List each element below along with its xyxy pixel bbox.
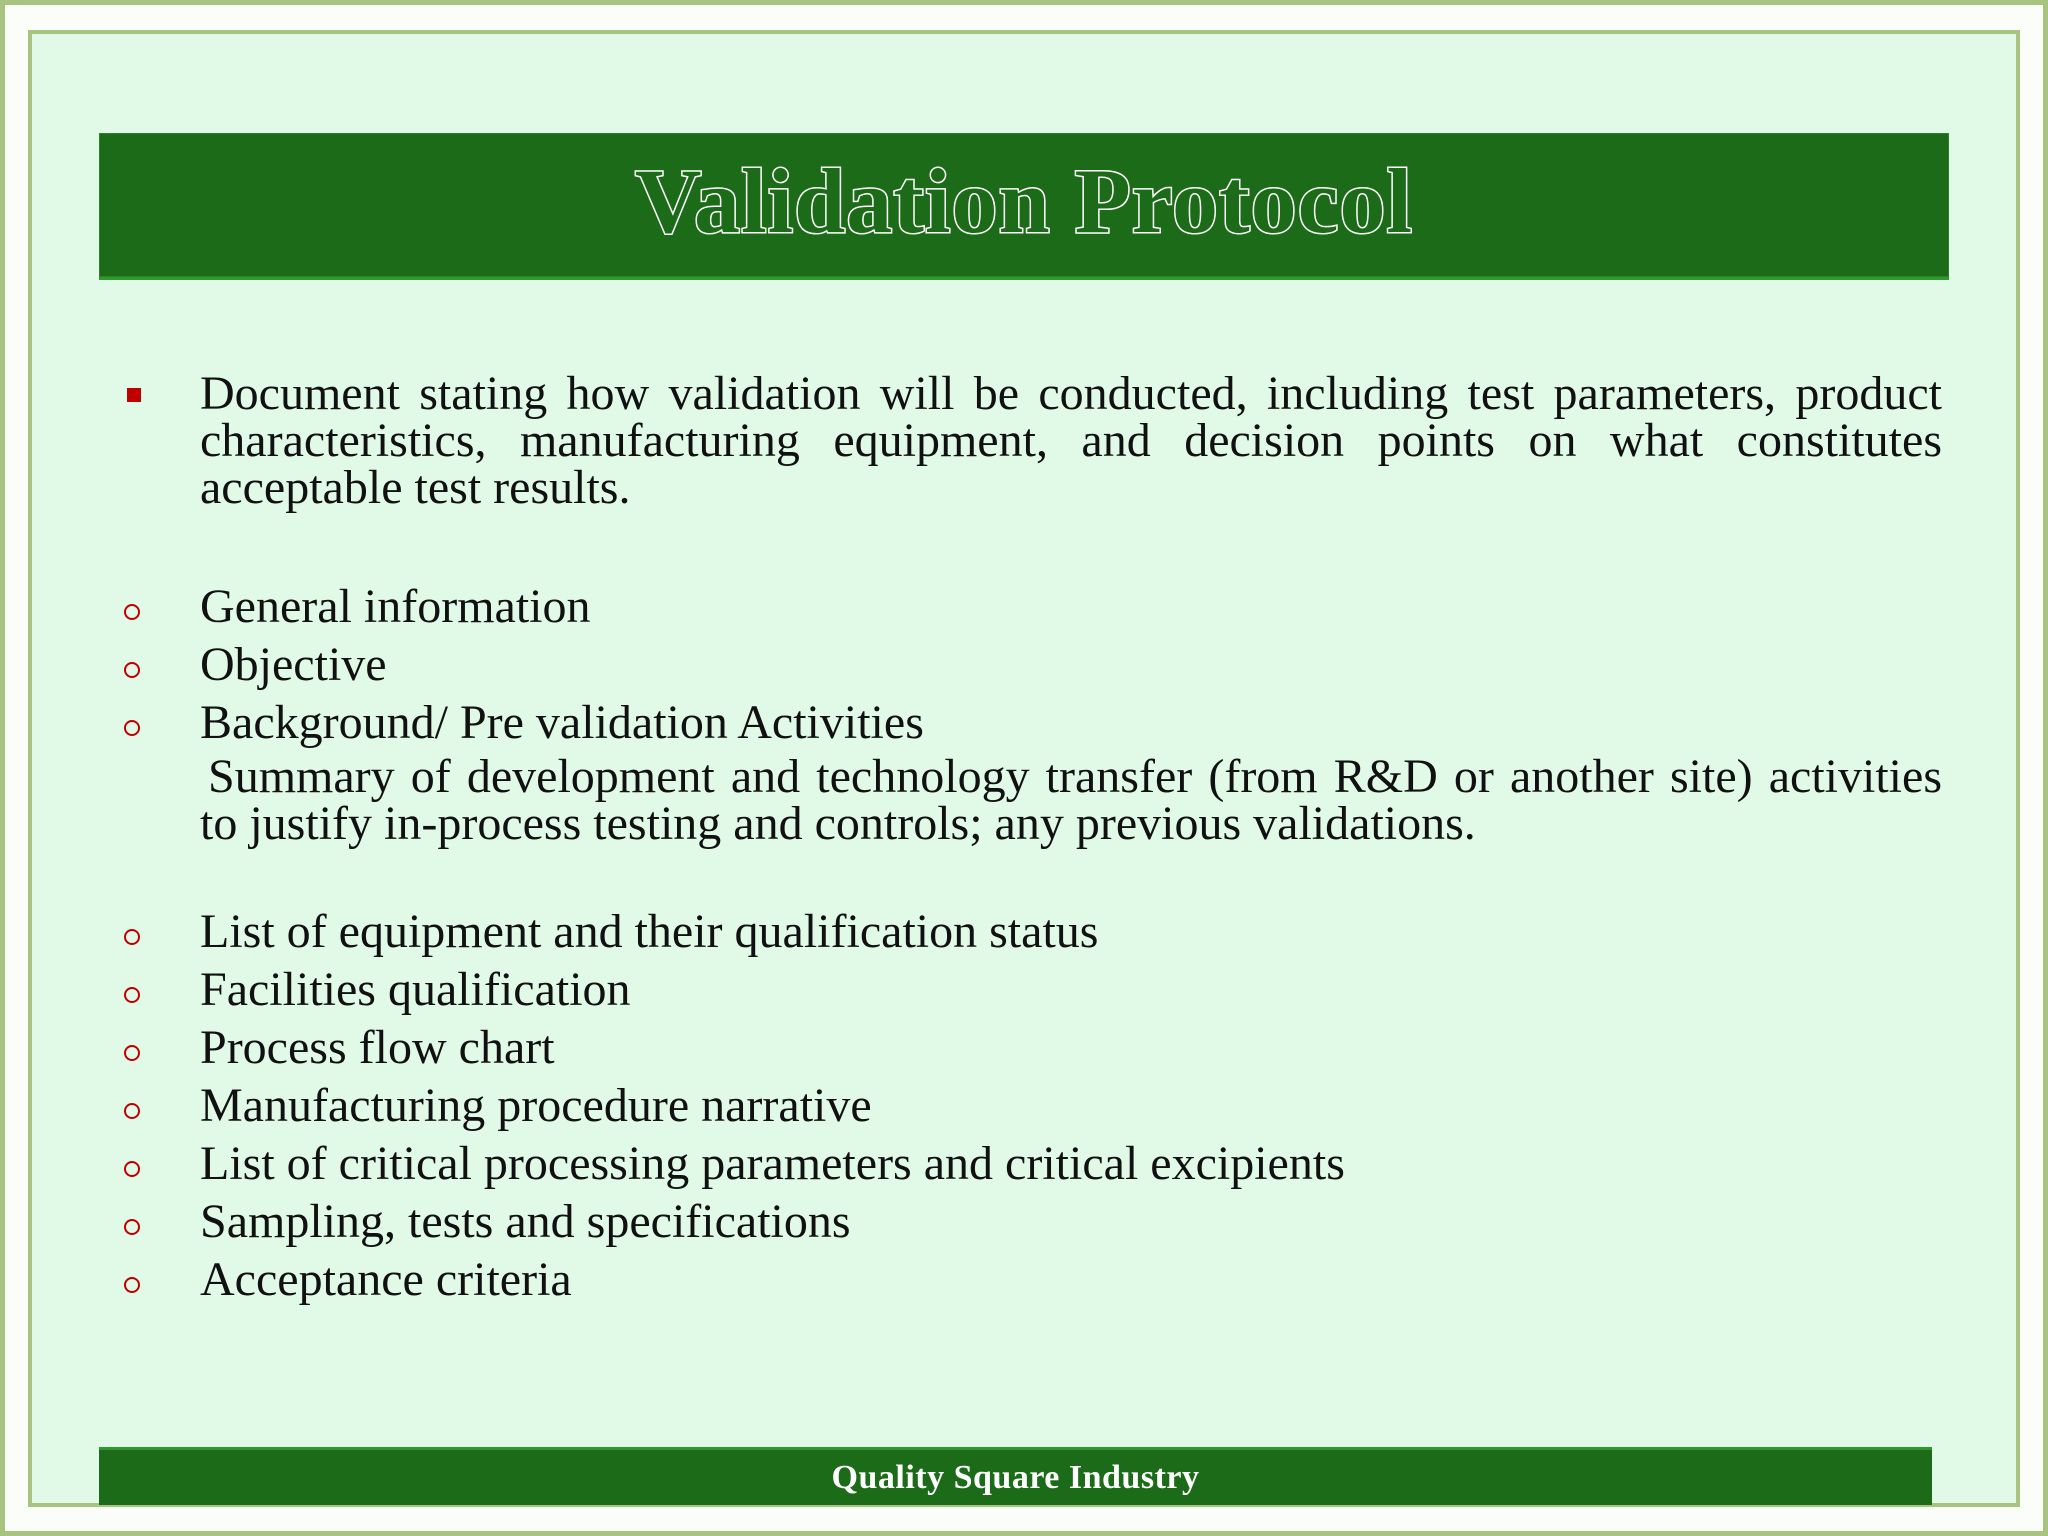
circle-bullet-icon: [124, 929, 140, 945]
list-item: List of equipment and their qualification status: [200, 905, 1099, 958]
circle-bullet-icon: [124, 1219, 140, 1235]
list-item: General information: [200, 580, 591, 633]
square-bullet-icon: [127, 388, 141, 402]
circle-bullet-icon: [124, 1045, 140, 1061]
circle-bullet-icon: [124, 662, 140, 678]
footer-text: Quality Square Industry: [831, 1458, 1200, 1496]
circle-bullet-icon: [124, 720, 140, 736]
circle-bullet-icon: [124, 1277, 140, 1293]
list-item: Process flow chart: [200, 1021, 555, 1074]
list-item: Objective: [200, 638, 387, 691]
list-item: Sampling, tests and specifications: [200, 1195, 851, 1248]
main-bullet-text: Document stating how validation will be conducted, including test parameters, product characteristics, manufacturing equipment, and decision points on what constitutes acceptable test results.: [200, 367, 1942, 514]
list-item: Facilities qualification: [200, 963, 631, 1016]
list-item: List of critical processing parameters and critical excipients: [200, 1137, 1345, 1190]
slide-title: Validation Protocol: [634, 150, 1414, 252]
list-item: Background/ Pre validation Activities: [200, 696, 924, 749]
circle-bullet-icon: [124, 1161, 140, 1177]
footer-bar: [99, 1447, 1932, 1505]
list-item: Manufacturing procedure narrative: [200, 1079, 872, 1132]
circle-bullet-icon: [124, 987, 140, 1003]
background-detail: Summary of development and technology transfer (from R&D or another site) activities to justify in-process testing and controls; any previous validations.: [200, 750, 1942, 850]
list-item: Acceptance criteria: [200, 1253, 572, 1306]
circle-bullet-icon: [124, 604, 140, 620]
circle-bullet-icon: [124, 1103, 140, 1119]
